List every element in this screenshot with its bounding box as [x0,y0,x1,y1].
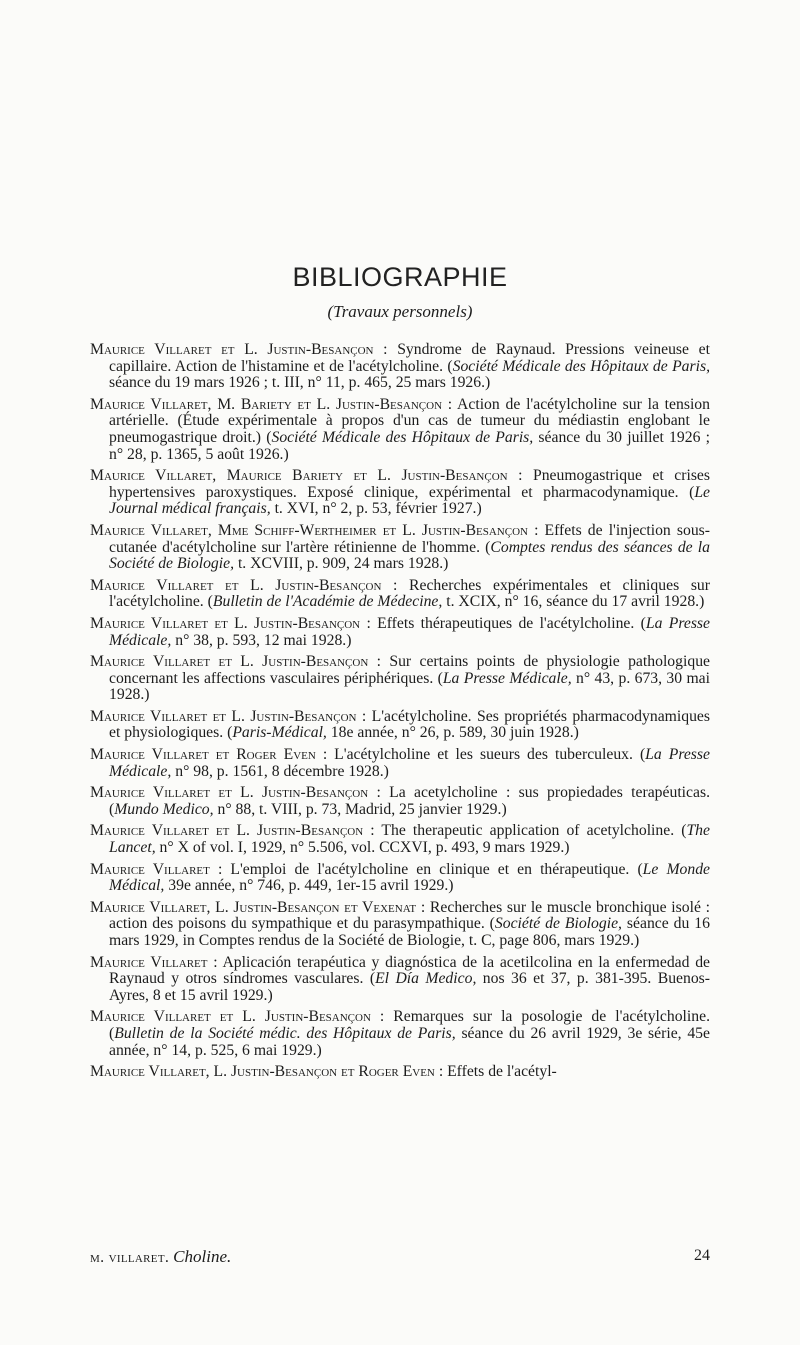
bibliography-entry [90,616,710,649]
bibliography-entry [90,523,710,573]
bibliography-entry [90,342,710,392]
entry-authors: Maurice Villaret, Maurice Bariety et L. Justin-Besançon [90,467,508,485]
entry-tail: n° 43, p. 673, 30 mai 1928.) [109,669,710,704]
entry-source: Bulletin de l'Académie de Médecine, [212,593,443,611]
entry-text: : Recherches sur le muscle bronchique isolé : action des poisons du sympathique et du parasympathique. ( [109,898,710,933]
entry-source: Mundo Medico, [114,800,214,818]
bibliography-entry [90,900,710,950]
entry-source: La Presse Médicale, [109,746,710,780]
entry-authors: Maurice Villaret, Mme Schiff-Wertheimer et L. Justin-Besançon [90,521,528,539]
entry-authors: Maurice Villaret [90,860,210,878]
bibliography-list [90,342,710,1086]
entry-text: : Action de l'acétylcholine sur la tension artérielle. (Étude expérimentale à propos d'un cas de tumeur du médiastin englobant le pneumogastrique droit.) ( [109,395,710,446]
entry-authors: Maurice Villaret et L. Justin-Besançon [90,822,364,840]
entry-text: : Recherches expérimentales et cliniques sur l'acétylcholine. ( [109,576,710,611]
bibliography-entry [90,1064,710,1081]
bibliography-entry [90,955,710,1005]
page-subtitle: (Travaux personnels) [327,302,473,321]
entry-text: : L'emploi de l'acétylcholine en clinique et en thérapeutique. ( [209,860,643,878]
entry-authors: Maurice Villaret et L. Justin-Besançon [90,1008,371,1026]
page-number: 24 [694,1247,710,1264]
bibliography-entry [90,785,710,818]
bibliography-entry [90,1009,710,1059]
footer-title: Choline. [173,1247,232,1266]
entry-source: La Presse Médicale, [109,614,710,649]
bibliography-entry [90,397,710,463]
entry-tail: nos 36 et 37, p. 381-395. Buenos-Ayres, 8 et 15 avril 1929.) [109,970,711,1004]
footer-author: m. villaret. [90,1249,170,1266]
entry-source: Société Médicale des Hôpitaux de Paris, [452,357,710,375]
entry-source: Société Médicale des Hôpitaux de Paris, [271,428,534,446]
entry-text: : Effets de l'injection sous-cutanée d'acétylcholine sur l'artère rétinienne de l'homme. ( [109,521,710,556]
entry-text: : L'acétylcholine. Ses propriétés pharmacodynamiques et physiologiques. ( [109,707,710,742]
entry-source: The Lancet, [109,822,710,857]
entry-source: Société de Biologie, [494,915,622,933]
bibliography-entry [90,862,710,895]
entry-authors: Maurice Villaret, M. Bariety et L. Justin-Besançon [90,395,443,413]
entry-tail: t. XCIX, n° 16, séance du 17 avril 1928.) [442,593,705,611]
entry-authors: Maurice Villaret et L. Justin-Besançon [90,576,382,594]
entry-text: : Remarques sur la posologie de l'acétylcholine. ( [109,1008,710,1042]
entry-text: : Sur certains points de physiologie pathologique concernant les affections vasculaires périphériques. ( [109,653,710,687]
entry-tail: t. XVI, n° 2, p. 53, février 1927.) [270,500,482,518]
bibliography-entry [90,823,710,856]
bibliography-entry [90,747,710,780]
entry-text: : Effets de l'acétyl- [434,1063,557,1081]
entry-authors: Maurice Villaret et L. Justin-Besançon [90,341,374,358]
entry-tail: n° 38, p. 593, 12 mai 1928.) [171,631,352,649]
entry-source: Paris-Médical, [232,724,327,742]
entry-tail: n° 88, t. VIII, p. 73, Madrid, 25 janvier 1929.) [213,800,507,818]
entry-text: : Effets thérapeutiques de l'acétylcholine. ( [360,614,646,632]
entry-authors: Maurice Villaret et L. Justin-Besançon [90,614,361,632]
entry-source: Comptes rendus des séances de la Société de Biologie, [109,538,711,573]
entry-source: Le Journal médical français, [109,483,710,518]
entry-authors: Maurice Villaret et L. Justin-Besançon [90,707,357,725]
entry-text: : La acetylcholine : sus propiedades terapéuticas. ( [109,784,710,818]
entry-authors: Maurice Villaret et L. Justin-Besançon [90,784,369,802]
entry-tail: séance du 16 mars 1929, in Comptes rendus de la Société de Biologie, t. C, page 806, mars 1929.) [109,915,710,949]
entry-source: El Día Medico, [375,970,477,988]
bibliography-entry [90,578,710,611]
entry-tail: n° X of vol. I, 1929, n° 5.506, vol. CCXVI, p. 493, 9 mars 1929.) [155,839,570,857]
entry-tail: t. XCVIII, p. 909, 24 mars 1928.) [234,555,449,573]
entry-source: Bulletin de la Société médic. des Hôpitaux de Paris, [114,1024,456,1042]
entry-authors: Maurice Villaret et Roger Even [90,746,316,764]
footer-running-head [90,1247,231,1267]
entry-tail: séance du 26 avril 1929, 3e série, 45e année, n° 14, p. 525, 6 mai 1929.) [109,1024,710,1059]
entry-text: : Aplicación terapéutica y diagnóstica de la acetilcolina en la enfermedad de Raynaud y otros síndromes vasculares. ( [109,953,711,988]
page-footer [90,1247,710,1267]
entry-text: : The therapeutic application of acetylcholine. ( [363,822,687,840]
entry-authors: Maurice Villaret, L. Justin-Besançon et Roger Even [90,1063,435,1081]
entry-tail: séance du 19 mars 1926 ; t. III, n° 11, p. 465, 25 mars 1926.) [109,374,491,392]
entry-tail: 39e année, n° 746, p. 449, 1er-15 avril 1929.) [164,877,454,895]
entry-authors: Maurice Villaret et L. Justin-Besançon [90,653,369,671]
entry-text: : Pneumogastrique et crises hypertensives paroxystiques. Exposé clinique, expérimental et pharmacodynamique. ( [109,467,710,501]
bibliography-entry [90,709,710,742]
entry-tail: 18e année, n° 26, p. 589, 30 juin 1928.) [326,724,579,742]
entry-authors: Maurice Villaret, L. Justin-Besançon et Vexenat [90,898,417,916]
entry-tail: n° 98, p. 1561, 8 décembre 1928.) [171,762,389,780]
entry-source: La Presse Médicale, [442,669,572,687]
entry-text: : L'acétylcholine et les sueurs des tuberculeux. ( [315,746,646,764]
entry-text: : Syndrome de Raynaud. Pressions veineuse et capillaire. Action de l'histamine et de l'acétylcholine. ( [109,341,710,375]
entry-source: Le Monde Médical, [109,860,711,895]
entry-authors: Maurice Villaret [90,953,208,971]
page-title: BIBLIOGRAPHIE [292,262,508,292]
bibliography-entry [90,468,710,518]
entry-tail: séance du 30 juillet 1926 ; n° 28, p. 1365, 5 août 1926.) [109,428,710,463]
bibliography-entry [90,654,710,704]
